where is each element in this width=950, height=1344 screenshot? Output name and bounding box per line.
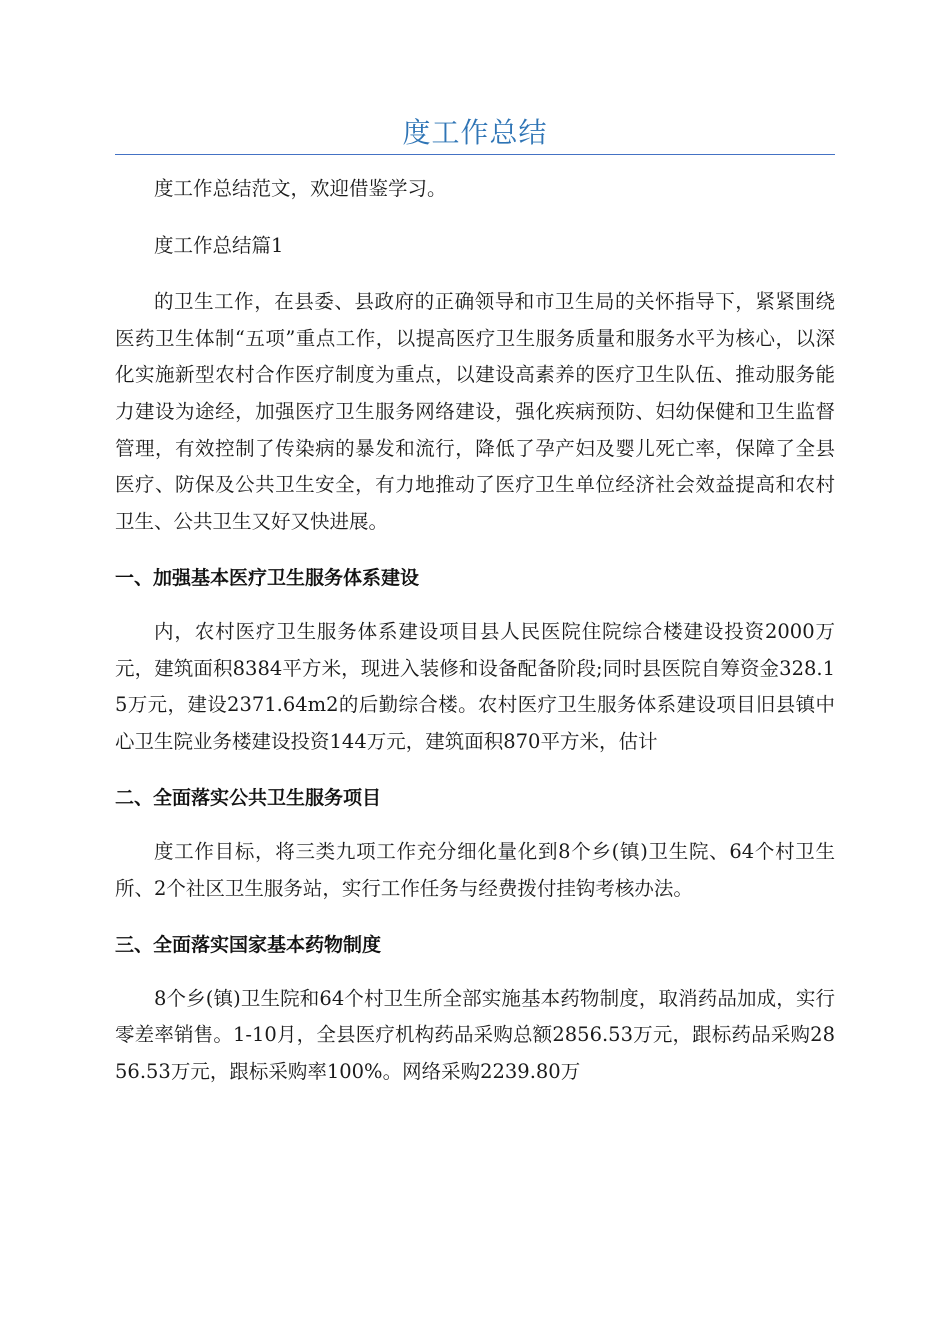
section-heading-3: 三、全面落实国家基本药物制度	[115, 934, 382, 957]
subtitle-paragraph: 度工作总结篇1	[154, 233, 284, 257]
section-body-1: 内，农村医疗卫生服务体系建设项目县人民医院住院综合楼建设投资2000万元，建筑面积8384平方米，现进入装修和设备配备阶段;同时县医院自筹资金328.15万元，建设2371.64m2的后勤综合楼。农村医疗卫生服务体系建设项目旧县镇中心卫生院业务楼建设投资144万元，建筑面积870平方米，估计	[115, 619, 835, 753]
section-body-2: 度工作目标，将三类九项工作充分细化量化到8个乡(镇)卫生院、64个村卫生所、2个社区卫生服务站，实行工作任务与经费拨付挂钩考核办法。	[115, 839, 835, 900]
intro-paragraph: 度工作总结范文，欢迎借鉴学习。	[154, 177, 447, 200]
section-body-3: 8个乡(镇)卫生院和64个村卫生所全部实施基本药物制度，取消药品加成，实行零差率销售。1-10月，全县医疗机构药品采购总额2856.53万元，跟标药品采购2856.53万元，跟标采购率100%。网络采购2239.80万	[115, 986, 835, 1083]
section-heading-1: 一、加强基本医疗卫生服务体系建设	[115, 567, 420, 590]
document-title: 度工作总结	[402, 116, 548, 149]
title-underline	[115, 154, 835, 155]
overview-paragraph: 的卫生工作，在县委、县政府的正确领导和市卫生局的关怀指导下，紧紧围绕医药卫生体制“五项”重点工作，以提高医疗卫生服务质量和服务水平为核心，以深化实施新型农村合作医疗制度为重点，以建设高素养的医疗卫生队伍、推动服务能力建设为途经，加强医疗卫生服务网络建设，强化疾病预防、妇幼保健和卫生监督管理，有效控制了传染病的暴发和流行，降低了孕产妇及婴儿死亡率，保障了全县医疗、防保及公共卫生安全，有力地推动了医疗卫生单位经济社会效益提高和农村卫生、公共卫生又好又快进展。	[115, 290, 835, 533]
section-heading-2: 二、全面落实公共卫生服务项目	[115, 787, 382, 810]
document-body	[115, 171, 835, 1110]
